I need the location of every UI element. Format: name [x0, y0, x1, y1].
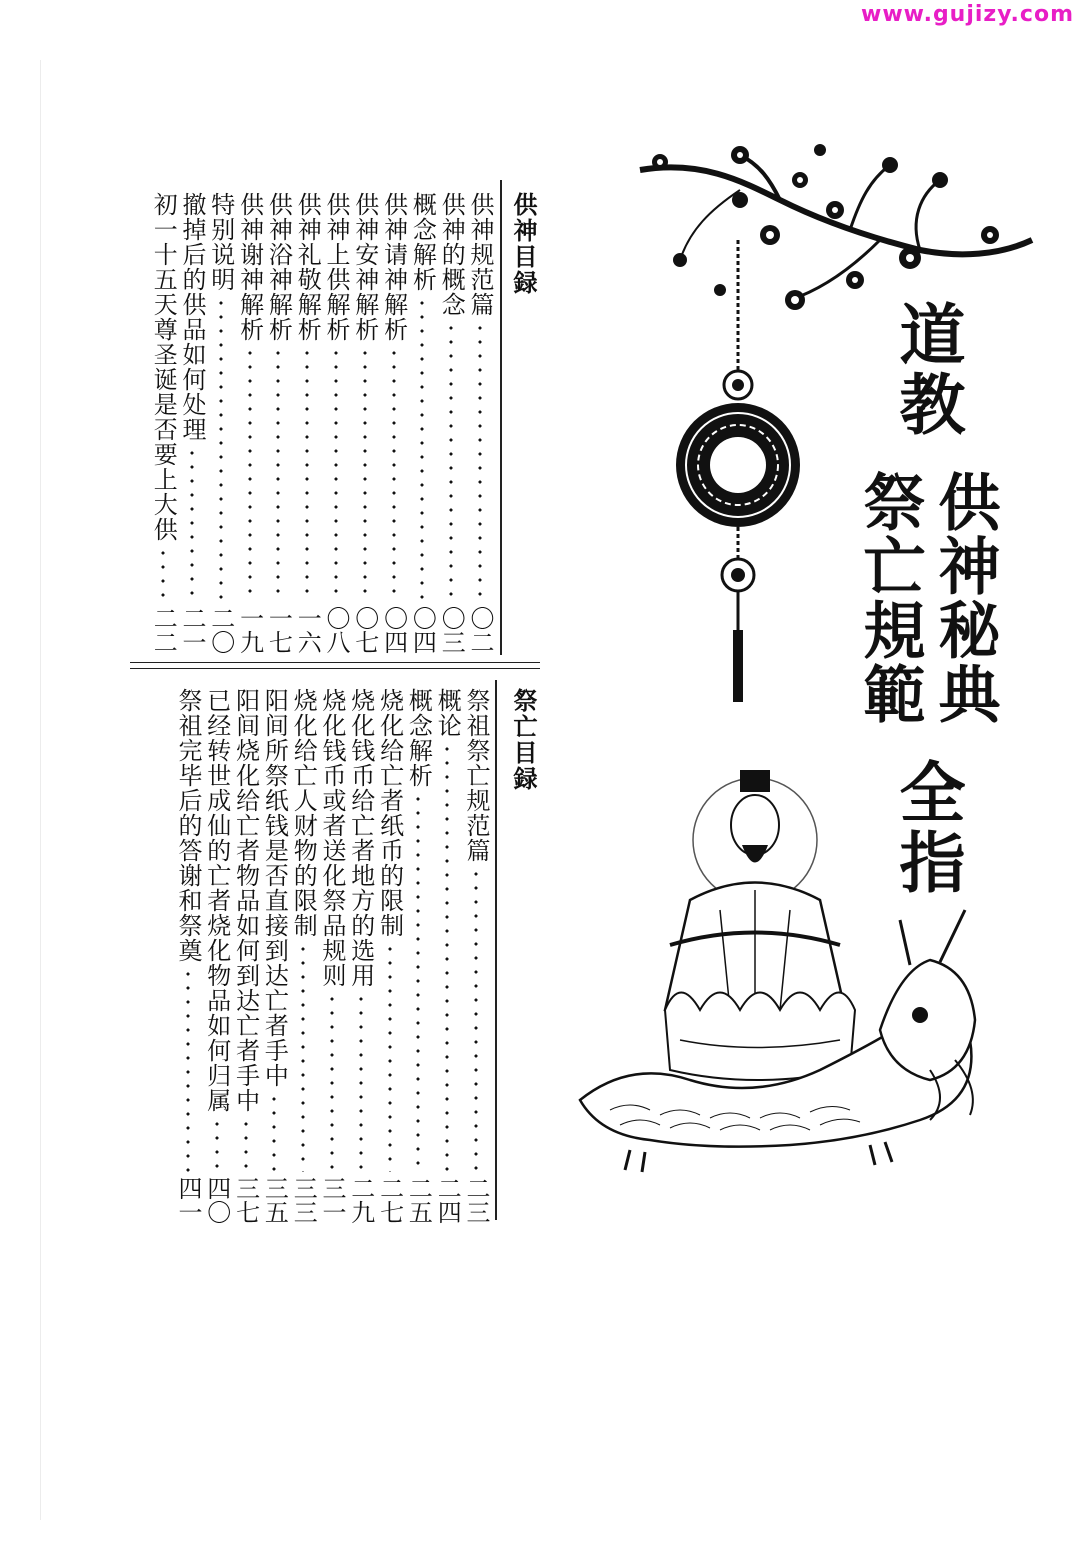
toc-entry: [380, 192, 408, 654]
toc-entry-title: 概论: [433, 688, 462, 738]
toc-entry-page: 二一: [178, 606, 206, 654]
toc-entry-page: 二九: [346, 1176, 375, 1224]
title-line2: 祭亡規範: [853, 470, 926, 726]
toc-entry-page: 四〇: [202, 1176, 231, 1224]
toc-entry-title: 已经转世成仙的亡者烧化物品如何归属: [202, 688, 231, 1113]
toc-dot-leader: [474, 867, 478, 1172]
toc-entry-page: 二四: [433, 1176, 462, 1224]
section-divider: [130, 662, 540, 663]
toc-entry-title: 供神谢神解析: [235, 192, 264, 342]
toc-dot-leader: [334, 346, 338, 602]
toc-dot-leader: [359, 992, 363, 1172]
toc-dot-leader: [186, 967, 190, 1172]
toc-entry-title: 概念解析: [408, 192, 437, 292]
toc-dot-leader: [330, 992, 334, 1172]
toc-dot-leader: [219, 296, 223, 602]
toc-dot-leader: [449, 321, 453, 602]
toc-entry: [462, 688, 490, 1224]
watermark-text: www.gujizy.com: [861, 2, 1074, 27]
toc-entry: [149, 192, 177, 654]
toc-entry-title: 供神请神解析: [379, 192, 408, 342]
toc-dot-leader: [388, 942, 392, 1172]
toc-dot-leader: [445, 742, 449, 1172]
toc-entry: [347, 688, 375, 1224]
toc-entry: [293, 192, 321, 654]
toc-entry-page: 〇四: [379, 606, 408, 654]
toc-entry: [174, 688, 202, 1224]
toc-entry: [322, 192, 350, 654]
toc-entry-page: 二七: [375, 1176, 404, 1224]
toc-entry-title: 祭祖完毕后的答谢和祭奠: [174, 688, 202, 963]
title-prefix: 道教: [888, 300, 966, 440]
toc-entry-page: 〇四: [408, 606, 437, 654]
toc-entry-page: 〇二: [466, 606, 494, 654]
toc-dot-leader: [276, 346, 280, 602]
toc-entry: [466, 192, 494, 654]
toc-entry: [351, 192, 379, 654]
toc-entry-title: 初一十五天尊圣诞是否要上大供: [149, 192, 178, 542]
toc-entry-title: 供神安神解析: [350, 192, 379, 342]
toc-entry-page: 一七: [264, 606, 293, 654]
toc-entry: [232, 688, 260, 1224]
toc-entry-page: 三三: [289, 1176, 318, 1224]
toc-entry: [178, 192, 206, 654]
toc-jiwang-rule: [495, 680, 497, 1220]
toc-entry: [408, 192, 436, 654]
toc-entry: [260, 688, 288, 1224]
toc-entry-page: 〇八: [322, 606, 350, 654]
toc-entry-page: 一六: [293, 606, 322, 654]
page-edge: [40, 60, 41, 1520]
toc-entry: [203, 688, 231, 1224]
toc-entry-title: 供神的概念: [437, 192, 466, 317]
toc-dot-leader: [272, 1092, 276, 1172]
toc-entry-page: 三七: [231, 1176, 260, 1224]
toc-entry: [264, 192, 292, 654]
toc-entry-title: 阳间烧化给亡者物品如何到达亡者手中: [231, 688, 260, 1113]
toc-entry: [207, 192, 235, 654]
toc-entry: [289, 688, 317, 1224]
toc-entry-title: 特别说明: [206, 192, 235, 292]
toc-entry-page: 二五: [404, 1176, 433, 1224]
toc-dot-leader: [420, 296, 424, 602]
toc-dot-leader: [301, 942, 305, 1172]
toc-entry: [318, 688, 346, 1224]
toc-entry-page: 一九: [235, 606, 264, 654]
toc-entry-title: 烧化钱币或者送化祭品规则: [318, 688, 346, 988]
toc-entry: [433, 688, 461, 1224]
toc-dot-leader: [215, 1117, 219, 1172]
toc-entry-title: 烧化钱币给亡者地方的选用: [346, 688, 375, 988]
toc-gongshen-rule: [500, 180, 502, 655]
toc-entry-title: 供神浴神解析: [264, 192, 293, 342]
toc-dot-leader: [478, 321, 482, 602]
toc-entry-page: 四一: [174, 1176, 202, 1224]
toc-dot-leader: [416, 792, 420, 1172]
toc-entry: [404, 688, 432, 1224]
toc-entry-page: 二〇: [206, 606, 235, 654]
toc-entry: [236, 192, 264, 654]
toc-entry-title: 供神礼敬解析: [293, 192, 322, 342]
toc-dot-leader: [161, 546, 165, 602]
toc-entry-title: 烧化给亡者纸币的限制: [375, 688, 404, 938]
toc-entry-page: 三一: [318, 1176, 346, 1224]
title-suffix: 全指: [888, 758, 966, 898]
toc-entry-title: 烧化给亡人财物的限制: [289, 688, 318, 938]
toc-dot-leader: [392, 346, 396, 602]
toc-entry-page: 二二: [149, 606, 178, 654]
toc-entry-page: 〇三: [437, 606, 466, 654]
toc-dot-leader: [248, 346, 252, 602]
toc-entry: [437, 192, 465, 654]
toc-dot-leader: [305, 346, 309, 602]
toc-entry-page: 二三: [462, 1176, 490, 1224]
toc-entry-title: 概念解析: [404, 688, 433, 788]
toc-dot-leader: [363, 346, 367, 602]
toc-entry-title: 阳间所祭纸钱是否直接到达亡者手中: [260, 688, 289, 1088]
toc-dot-leader: [190, 446, 194, 602]
toc-dot-leader: [244, 1117, 248, 1172]
toc-entry-page: 〇七: [350, 606, 379, 654]
title-line1: 供神秘典: [928, 470, 1001, 726]
toc-entry-page: 三五: [260, 1176, 289, 1224]
toc-jiwang-heading: 祭亡目録: [509, 688, 537, 792]
toc-gongshen-heading: 供神目録: [509, 192, 537, 296]
toc-entry-title: 供神上供解析: [322, 192, 350, 342]
toc-entry-title: 撤掉后的供品如何处理: [178, 192, 206, 442]
toc-entry-title: 供神规范篇: [466, 192, 494, 317]
toc-entry: [376, 688, 404, 1224]
section-divider: [130, 668, 540, 669]
toc-entry-title: 祭祖祭亡规范篇: [462, 688, 490, 863]
